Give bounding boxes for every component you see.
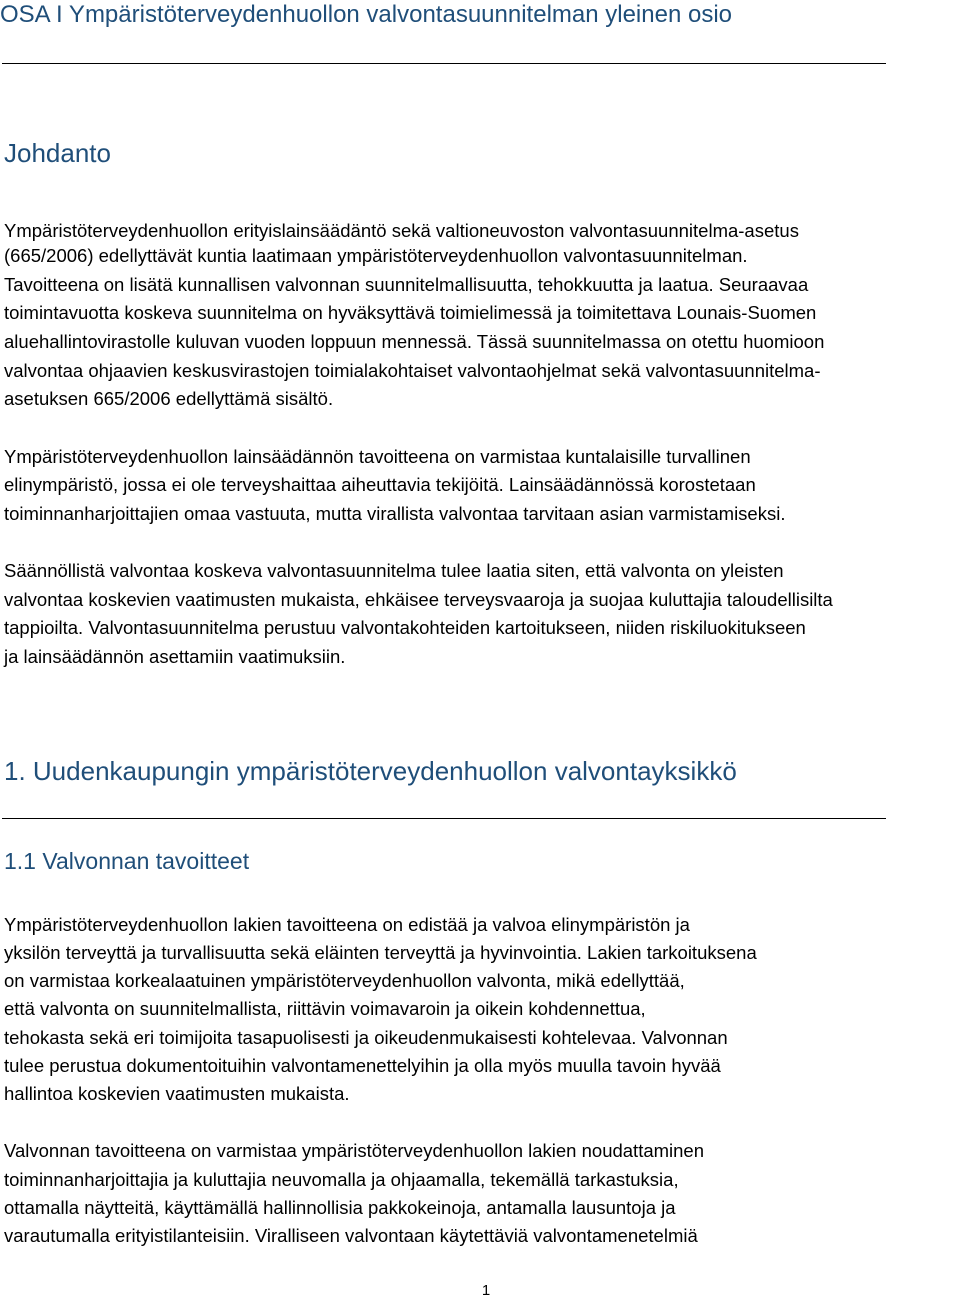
paragraph-line: Ympäristöterveydenhuollon lainsäädännön tavoitteena on varmistaa kuntalaisille turvallinen bbox=[4, 446, 751, 467]
paragraph-line: ottamalla näytteitä, käyttämällä hallinnollisia pakkokeinoja, antamalla lausuntoja ja bbox=[4, 1197, 676, 1218]
title-underline bbox=[2, 63, 886, 64]
paragraph-line: aluehallintovirastolle kuluvan vuoden loppuun mennessä. Tässä suunnitelmassa on otettu huomioon bbox=[4, 331, 825, 352]
paragraph-line: tappioilta. Valvontasuunnitelma perustuu valvontakohteiden kartoitukseen, niiden riskiluokitukseen bbox=[4, 617, 806, 638]
paragraph-line: Valvonnan tavoitteena on varmistaa ympäristöterveydenhuollon lakien noudattaminen bbox=[4, 1140, 705, 1161]
paragraph-line: Säännöllistä valvontaa koskeva valvontasuunnitelma tulee laatia siten, että valvonta on yleisten bbox=[4, 560, 784, 581]
paragraph-line: tehokasta sekä eri toimijoita tasapuolisesti ja oikeudenmukaisesti kohtelevaa. Valvonnan bbox=[4, 1027, 728, 1048]
paragraph-line: Tavoitteena on lisätä kunnallisen valvonnan suunnitelmallisuutta, tehokkuutta ja laatua. Seuraavaa bbox=[4, 274, 809, 295]
subsection-heading: 1.1 Valvonnan tavoitteet bbox=[4, 848, 250, 874]
paragraph-line: toimintavuotta koskeva suunnitelma on hyväksyttävä toimielimessä ja toimitettava Lounais-Suomen bbox=[4, 302, 817, 323]
paragraph-line: ja lainsäädännön asettamiin vaatimuksiin. bbox=[4, 646, 346, 667]
paragraph-line: toiminnanharjoittajien omaa vastuuta, mutta virallista valvontaa tarvitaan asian varmistamiseksi. bbox=[4, 503, 786, 524]
paragraph-line: että valvonta on suunnitelmallista, riittävin voimavaroin ja oikein kohdennettua, bbox=[4, 998, 646, 1019]
paragraph-line: Ympäristöterveydenhuollon lakien tavoitteena on edistää ja valvoa elinympäristön ja bbox=[4, 914, 690, 935]
document-title: OSA I Ympäristöterveydenhuollon valvontasuunnitelman yleinen osio bbox=[0, 1, 732, 28]
paragraph-line: Ympäristöterveydenhuollon erityislainsäädäntö sekä valtioneuvoston valvontasuunnitelma-asetus bbox=[4, 220, 799, 241]
paragraph-line: yksilön terveyttä ja turvallisuutta sekä eläinten terveyttä ja hyvinvointia. Lakien tarkoituksena bbox=[4, 942, 757, 963]
section-underline bbox=[2, 818, 886, 819]
section-heading: 1. Uudenkaupungin ympäristöterveydenhuollon valvontayksikkö bbox=[4, 756, 737, 786]
paragraph-line: on varmistaa korkealaatuinen ympäristöterveydenhuollon valvonta, mikä edellyttää, bbox=[4, 970, 685, 991]
intro-heading: Johdanto bbox=[4, 138, 111, 168]
paragraph-line: valvontaa koskevien vaatimusten mukaista, ehkäisee terveysvaaroja ja suojaa kuluttajia taloudellisilta bbox=[4, 589, 833, 610]
paragraph-line: hallintoa koskevien vaatimusten mukaista. bbox=[4, 1083, 350, 1104]
paragraph-line: asetuksen 665/2006 edellyttämä sisältö. bbox=[4, 388, 334, 409]
paragraph-line: valvontaa ohjaavien keskusvirastojen toimialakohtaiset valvontaohjelmat sekä valvontasuunnitelma- bbox=[4, 360, 821, 381]
page-number: 1 bbox=[481, 1282, 491, 1299]
paragraph-line: elinympäristö, jossa ei ole terveyshaittaa aiheuttavia tekijöitä. Lainsäädännössä korostetaan bbox=[4, 474, 756, 495]
paragraph-line: tulee perustua dokumentoituihin valvontamenettelyihin ja olla myös muulla tavoin hyvää bbox=[4, 1055, 721, 1076]
paragraph-line: varautumalla erityistilanteisiin. Viralliseen valvontaan käytettäviä valvontamenetelmiä bbox=[4, 1225, 698, 1246]
paragraph-line: (665/2006) edellyttävät kuntia laatimaan ympäristöterveydenhuollon valvontasuunnitelman. bbox=[4, 245, 748, 266]
paragraph-line: toiminnanharjoittajia ja kuluttajia neuvomalla ja ohjaamalla, tekemällä tarkastuksia, bbox=[4, 1169, 679, 1190]
